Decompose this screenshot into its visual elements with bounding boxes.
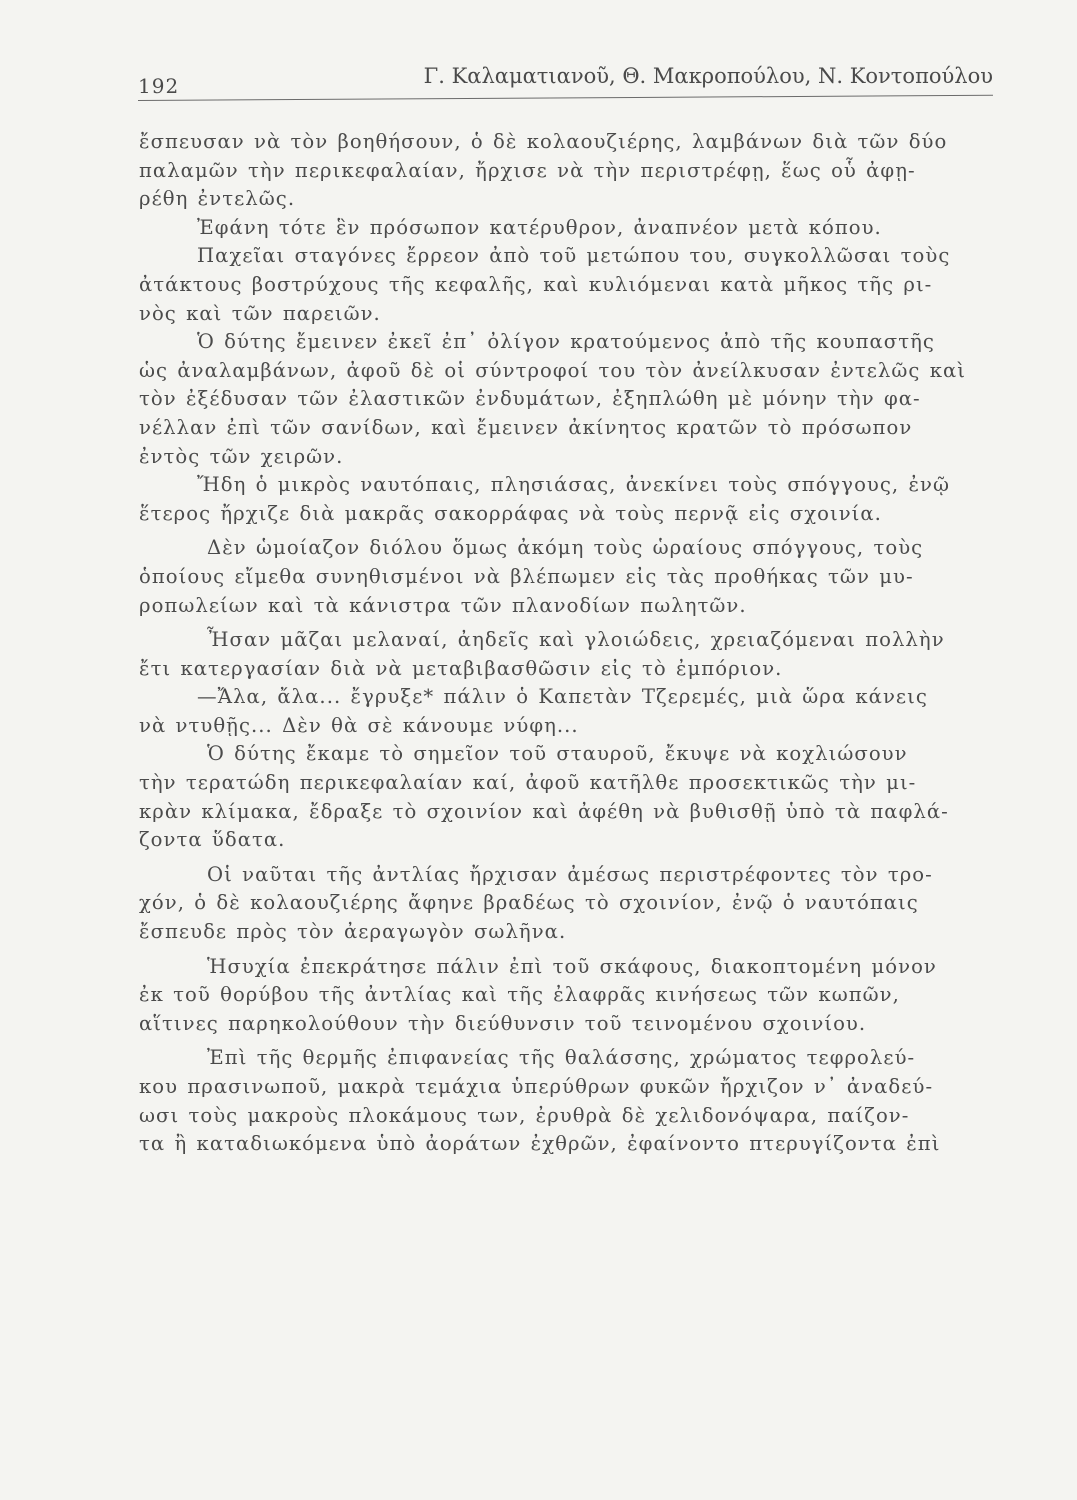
text-line: Οἱ ναῦται τῆς ἀντλίας ἤρχισαν ἀμέσως περιστρέφοντες τὸν τρο-	[207, 862, 933, 886]
text-line: νὸς καὶ τῶν παρειῶν.	[139, 301, 381, 325]
text-line: νὰ ντυθῇς... Δὲν θὰ σὲ κάνουμε νύφη...	[139, 713, 579, 737]
text-line: Παχεῖαι σταγόνες ἔρρεον ἀπὸ τοῦ μετώπου του, συγκολλῶσαι τοὺς	[197, 244, 951, 268]
text-line: —Ἄλα, ἄλα... ἔγρυξε* πάλιν ὁ Καπετὰν Τζερεμές, μιὰ ὥρα κάνεις	[197, 685, 928, 709]
text-line: ωσι τοὺς μακροὺς πλοκάμους των, ἐρυθρὰ δὲ χελιδονόψαρα, παίζον-	[139, 1103, 910, 1127]
text-line: χόν, ὁ δὲ κολαουζιέρης ἄφηνε βραδέως τὸ σχοινίον, ἐνῷ ὁ ναυτόπαις	[139, 891, 919, 915]
page-number: 192	[138, 74, 180, 98]
running-head: Γ. Καλαματιανοῦ, Θ. Μακροπούλου, Ν. Κοντοπούλου	[423, 64, 993, 88]
text-line: ἐντὸς τῶν χειρῶν.	[139, 444, 344, 468]
text-line: νέλλαν ἐπὶ τῶν σανίδων, καὶ ἔμεινεν ἀκίνητος κρατῶν τὸ πρόσωπον	[139, 415, 913, 439]
text-line: Δὲν ὡμοίαζον διόλου ὅμως ἀκόμη τοὺς ὡραίους σπόγγους, τοὺς	[207, 536, 924, 560]
text-line: Ἐφάνη τότε ἓν πρόσωπον κατέρυθρον, ἀναπνέον μετὰ κόπου.	[197, 215, 882, 239]
text-line: ὁποίους εἴμεθα συνηθισμένοι νὰ βλέπωμεν εἰς τὰς προθήκας τῶν μυ-	[139, 564, 914, 588]
text-line: ἀτάκτους βοστρύχους τῆς κεφαλῆς, καὶ κυλιόμεναι κατὰ μῆκος τῆς ρι-	[139, 272, 933, 296]
text-line: ζοντα ὕδατα.	[139, 828, 286, 852]
page-header	[138, 62, 993, 96]
text-line: ἕτερος ἤρχιζε διὰ μακρᾶς σακορράφας νὰ τοὺς περνᾷ εἰς σχοινία.	[139, 501, 882, 525]
text-line: Ἤδη ὁ μικρὸς ναυτόπαις, πλησιάσας, ἀνεκίνει τοὺς σπόγγους, ἐνῷ	[197, 473, 951, 497]
text-line: Ὁ δύτης ἔμεινεν ἐκεῖ ἐπ᾽ ὀλίγον κρατούμενος ἀπὸ τῆς κουπαστῆς	[197, 330, 935, 354]
text-line: ἔσπευσαν νὰ τὸν βοηθήσουν, ὁ δὲ κολαουζιέρης, λαμβάνων διὰ τῶν δύο	[139, 130, 948, 153]
text-line: ροπωλείων καὶ τὰ κάνιστρα τῶν πλανοδίων πωλητῶν.	[139, 593, 747, 617]
text-line: κου πρασινωποῦ, μακρὰ τεμάχια ὑπερύθρων φυκῶν ἤρχιζον ν᾽ ἀναδεύ-	[139, 1075, 934, 1098]
text-line: κρὰν κλίμακα, ἔδραξε τὸ σχοινίον καὶ ἀφέθη νὰ βυθισθῇ ὑπὸ τὰ παφλά-	[139, 799, 949, 823]
text-line: Ἦσαν μᾶζαι μελαναί, ἀηδεῖς καὶ γλοιώδεις, χρειαζόμεναι πολλὴν	[207, 628, 945, 652]
text-line: τὴν τερατώδη περικεφαλαίαν καί, ἀφοῦ κατῆλθε προσεκτικῶς τὴν μι-	[139, 771, 917, 795]
text-line: τὸν ἐξέδυσαν τῶν ἐλαστικῶν ἐνδυμάτων, ἐξηπλώθη μὲ μόνην τὴν φα-	[139, 387, 921, 411]
text-line: ἔτι κατεργασίαν διὰ νὰ μεταβιβασθῶσιν εἰς τὸ ἐμπόριον.	[139, 656, 783, 680]
text-line: ὡς ἀναλαμβάνων, ἀφοῦ δὲ οἱ σύντροφοί του τὸν ἀνείλκυσαν ἐντελῶς καὶ	[139, 358, 967, 382]
text-line: Ὁ δύτης ἔκαμε τὸ σημεῖον τοῦ σταυροῦ, ἔκυψε νὰ κοχλιώσουν	[207, 742, 908, 766]
text-line: αἵτινες παρηκολούθουν τὴν διεύθυνσιν τοῦ τεινομένου σχοινίου.	[139, 1011, 867, 1035]
text-line: τα ἢ καταδιωκόμενα ὑπὸ ἀοράτων ἐχθρῶν, ἐφαίνοντο πτερυγίζοντα ἐπὶ	[139, 1132, 941, 1156]
text-line: ρέθη ἐντελῶς.	[139, 187, 296, 211]
body-text	[139, 128, 1019, 1159]
text-line: ἐκ τοῦ θορύβου τῆς ἀντλίας καὶ τῆς ἐλαφρᾶς κινήσεως τῶν κωπῶν,	[139, 983, 900, 1007]
text-line: Ἐπὶ τῆς θερμῆς ἐπιφανείας τῆς θαλάσσης, χρώματος τεφρολεύ-	[207, 1046, 916, 1070]
text-line: παλαμῶν τὴν περικεφαλαίαν, ἤρχισε νὰ τὴν περιστρέφῃ, ἕως οὗ ἀφῃ-	[139, 158, 916, 182]
text-line: ἔσπευδε πρὸς τὸν ἀεραγωγὸν σωλῆνα.	[139, 920, 567, 944]
text-line: Ἡσυχία ἐπεκράτησε πάλιν ἐπὶ τοῦ σκάφους, διακοπτομένη μόνον	[207, 954, 937, 978]
